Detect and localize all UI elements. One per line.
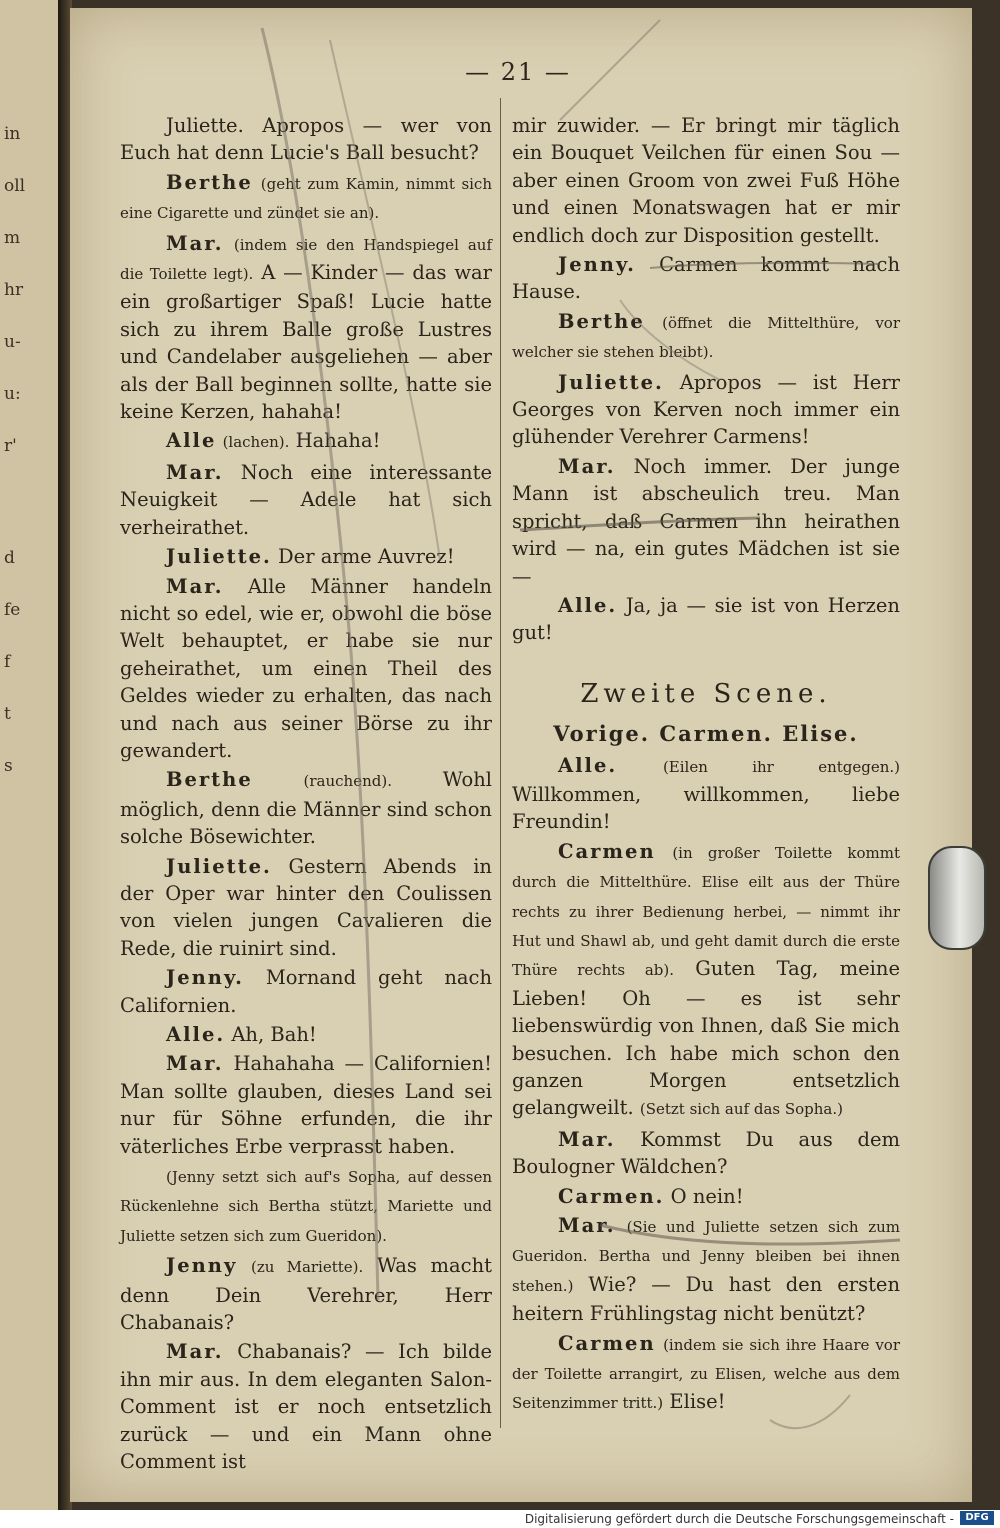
scene-heading: Zweite Scene. bbox=[580, 678, 832, 709]
dialogue-text: Apropos — ist Herr Georges von Kerven noch immer ein glühender Verehrer Carmens! bbox=[512, 370, 900, 449]
stage-direction: (geht zum Kamin, nimmt sich eine Cigarette und zündet sie an). bbox=[120, 174, 492, 223]
previous-page-fragment: hr bbox=[4, 280, 24, 300]
dialogue-text: Hahaha! bbox=[295, 429, 381, 453]
speaker-name: Berthe bbox=[558, 309, 645, 333]
speaker-name: Mar. bbox=[166, 231, 224, 255]
left-text-column bbox=[120, 110, 492, 1476]
speaker-name: Jenny. bbox=[558, 253, 636, 277]
dialogue-paragraph bbox=[512, 752, 900, 836]
speaker-name: Juliette. bbox=[166, 545, 272, 569]
dialogue-text: Ja, ja — sie ist von Herzen gut! bbox=[512, 593, 900, 645]
dialogue-text: Noch immer. Der junge Mann ist abscheulich treu. Man spricht, daß Carmen ihn heirathen wird — na, ein gutes Mädchen ist sie — bbox=[512, 454, 901, 588]
dialogue-text: Wohl möglich, denn die Männer sind schon solche Bösewichter. bbox=[120, 768, 493, 849]
dialogue-text: O nein! bbox=[670, 1184, 744, 1208]
speaker-name: Alle. bbox=[166, 1023, 226, 1046]
speaker-name: Berthe bbox=[166, 768, 253, 792]
right-column-dialogue-bottom bbox=[512, 752, 900, 1418]
stage-direction: (öffnet die Mittelthüre, vor welcher sie stehen bleibt). bbox=[512, 313, 900, 362]
speaker-name: Carmen bbox=[558, 839, 656, 863]
dialogue-paragraph bbox=[512, 112, 900, 249]
dialogue-text: Was macht denn Dein Verehrer, Herr Chabanais? bbox=[120, 1254, 492, 1335]
dialogue-paragraph bbox=[120, 1252, 492, 1336]
speaker-name: Alle. bbox=[558, 593, 618, 617]
dialogue-paragraph bbox=[512, 1126, 900, 1181]
stage-direction: (rauchend). bbox=[303, 772, 392, 791]
dialogue-paragraph bbox=[120, 169, 492, 228]
dialogue-paragraph bbox=[120, 853, 492, 963]
column-divider bbox=[500, 98, 501, 1428]
dialogue-paragraph bbox=[512, 1330, 900, 1418]
dialogue-paragraph bbox=[120, 573, 492, 765]
dialogue-paragraph bbox=[120, 964, 492, 1019]
previous-page-fragment: d bbox=[4, 548, 15, 568]
dialogue-paragraph bbox=[512, 308, 900, 367]
dialogue-paragraph bbox=[120, 543, 492, 570]
previous-page-fragment: t bbox=[4, 704, 11, 724]
speaker-name: Alle bbox=[166, 429, 217, 453]
speaker-name: Carmen. bbox=[558, 1184, 665, 1208]
previous-page-fragment: oll bbox=[4, 176, 26, 196]
dialogue-text: Gestern Abends in der Oper war hinter den Coulissen von vielen jungen Cavalieren die Rede, die ruinirt sind. bbox=[120, 854, 492, 960]
speaker-name: Mar. bbox=[166, 1052, 224, 1076]
dialogue-paragraph bbox=[512, 592, 900, 647]
speaker-name: Berthe bbox=[166, 170, 253, 194]
dialogue-text: Wie? — Du hast den ersten heitern Frühlingstag nicht benützt? bbox=[512, 1272, 901, 1326]
speaker-name: Mar. bbox=[558, 1214, 616, 1238]
dialogue-text: Hahahaha — Californien! Man sollte glauben, dieses Land sei nur für Söhne erfunden, die ihr väterliches Erbe verprasst haben. bbox=[120, 1052, 492, 1158]
stage-direction: (lachen). bbox=[222, 433, 290, 452]
stage-direction: (Sie und Juliette setzen sich zum Gueridon. Bertha und Jenny bleiben bei ihnen stehen.) bbox=[512, 1218, 900, 1295]
dialogue-paragraph bbox=[120, 1162, 492, 1250]
dialogue-text: Carmen kommt nach Hause. bbox=[512, 253, 900, 304]
speaker-name: Mar. bbox=[558, 454, 616, 478]
dialogue-paragraph bbox=[512, 1183, 900, 1210]
dialogue-paragraph bbox=[120, 1338, 492, 1475]
speaker-name: Jenny. bbox=[166, 966, 244, 990]
scene-persons: Vorige. Carmen. Elise. bbox=[553, 721, 859, 747]
previous-page-fragment: fe bbox=[4, 600, 21, 620]
dialogue-paragraph bbox=[120, 1021, 492, 1048]
previous-page-fragment: s bbox=[4, 756, 13, 776]
dialogue-text: Ah, Bah! bbox=[231, 1023, 317, 1046]
previous-page-fragment: f bbox=[4, 652, 11, 672]
previous-page-edge bbox=[0, 0, 61, 1510]
dialogue-paragraph bbox=[120, 459, 492, 541]
speaker-name: Mar. bbox=[166, 574, 224, 598]
right-text-column bbox=[512, 110, 900, 1418]
dialogue-text: Mornand geht nach Californien. bbox=[120, 966, 493, 1017]
paper-clip bbox=[928, 846, 986, 950]
dialogue-text: Juliette. Apropos — wer von Euch hat denn Lucie's Ball besucht? bbox=[120, 114, 492, 165]
stage-direction: (Setzt sich auf das Sopha.) bbox=[639, 1100, 843, 1119]
stage-direction: (indem sie den Handspiegel auf die Toilette legt). bbox=[120, 235, 492, 284]
dialogue-paragraph bbox=[512, 1212, 900, 1328]
dialogue-paragraph bbox=[120, 112, 492, 167]
dialogue-paragraph bbox=[120, 766, 492, 850]
dialogue-text: Chabanais? — Ich bilde ihn mir aus. In dem eleganten Salon-Comment ist er noch entsetzlich zurück — und ein Mann ohne Comment ist bbox=[120, 1340, 492, 1474]
previous-page-fragment: in bbox=[4, 124, 21, 144]
speaker-name: Juliette. bbox=[558, 370, 664, 394]
right-column-dialogue-top bbox=[512, 112, 900, 647]
stage-direction: (Jenny setzt sich auf's Sopha, auf dessen Rückenlehne sich Bertha stützt, Mariette und Juliette setzen sich zum Gueridon). bbox=[120, 1168, 492, 1245]
dialogue-paragraph bbox=[120, 427, 492, 456]
dialogue-paragraph bbox=[120, 1050, 492, 1160]
speaker-name: Mar. bbox=[166, 1340, 224, 1364]
dialogue-text: Elise! bbox=[669, 1390, 726, 1414]
speaker-name: Jenny bbox=[166, 1254, 238, 1278]
dialogue-text: Noch eine interessante Neuigkeit — Adele hat sich verheirathet. bbox=[120, 460, 492, 539]
speaker-name: Juliette. bbox=[166, 854, 272, 878]
speaker-name: Carmen bbox=[558, 1331, 656, 1355]
dialogue-text: Kommst Du aus dem Boulogner Wäldchen? bbox=[512, 1127, 900, 1179]
dialogue-paragraph bbox=[512, 838, 900, 1124]
dialogue-text: Der arme Auvrez! bbox=[278, 545, 455, 569]
stage-direction: (in großer Toilette kommt durch die Mittelthüre. Elise eilt aus der Thüre rechts zu ihrer Bedienung herbei, — nimmt ihr Hut und Shawl ab, und geht damit durch die erste Thüre rechts ab). bbox=[512, 843, 901, 980]
dialogue-text: mir zuwider. — Er bringt mir täglich ein Bouquet Veilchen für einen Sou — aber einen Groom von zwei Fuß Höhe und einen Monatswagen hat er mir endlich doch zur Disposition gestellt. bbox=[512, 114, 900, 247]
dialogue-text: Willkommen, willkommen, liebe Freundin! bbox=[512, 782, 900, 834]
dialogue-paragraph bbox=[120, 230, 492, 426]
page-number: — 21 — bbox=[465, 58, 571, 86]
dialogue-text: Alle Männer handeln nicht so edel, wie er, obwohl die böse Welt behauptet, er habe sie nur geheirathet, um einen Theil des Geldes wieder zu erhalten, das nach und nach aus seiner Börse zu ihr gewandert. bbox=[120, 574, 492, 762]
previous-page-fragment: m bbox=[4, 228, 21, 248]
dialogue-text: A — Kinder — das war ein großartiger Spaß! Lucie hatte sich zu ihrem Balle große Lustres und Candelaber ausgeliehen — aber als der Ball beginnen sollte, hatte sie keine Kerzen, hahaha! bbox=[120, 261, 492, 424]
stage-direction: (zu Mariette). bbox=[250, 1258, 364, 1277]
dfg-logo: DFG bbox=[960, 1511, 994, 1525]
previous-page-fragment: u- bbox=[4, 332, 21, 352]
stage-direction: (Eilen ihr entgegen.) bbox=[662, 757, 901, 776]
stage-direction: (indem sie sich ihre Haare vor der Toilette arrangirt, zu Elisen, welche aus dem Seitenzimmer tritt.) bbox=[512, 1335, 901, 1413]
dialogue-paragraph bbox=[512, 251, 900, 306]
dialogue-text: Guten Tag, meine Lieben! Oh — es ist sehr liebenswürdig von Ihnen, daß Sie mich besuchen. Ich habe mich schon den ganzen Morgen entsetzlich gelangweilt. bbox=[512, 957, 900, 1120]
previous-page-fragment: u: bbox=[4, 384, 21, 404]
previous-page-fragment: r' bbox=[4, 436, 17, 456]
dialogue-paragraph bbox=[512, 369, 900, 451]
speaker-name: Alle. bbox=[558, 753, 618, 777]
speaker-name: Mar. bbox=[166, 460, 224, 484]
speaker-name: Mar. bbox=[558, 1127, 616, 1151]
footer-credit: Digitalisierung gefördert durch die Deutsche Forschungsgemeinschaft - bbox=[524, 1512, 954, 1526]
dialogue-paragraph bbox=[512, 453, 900, 590]
